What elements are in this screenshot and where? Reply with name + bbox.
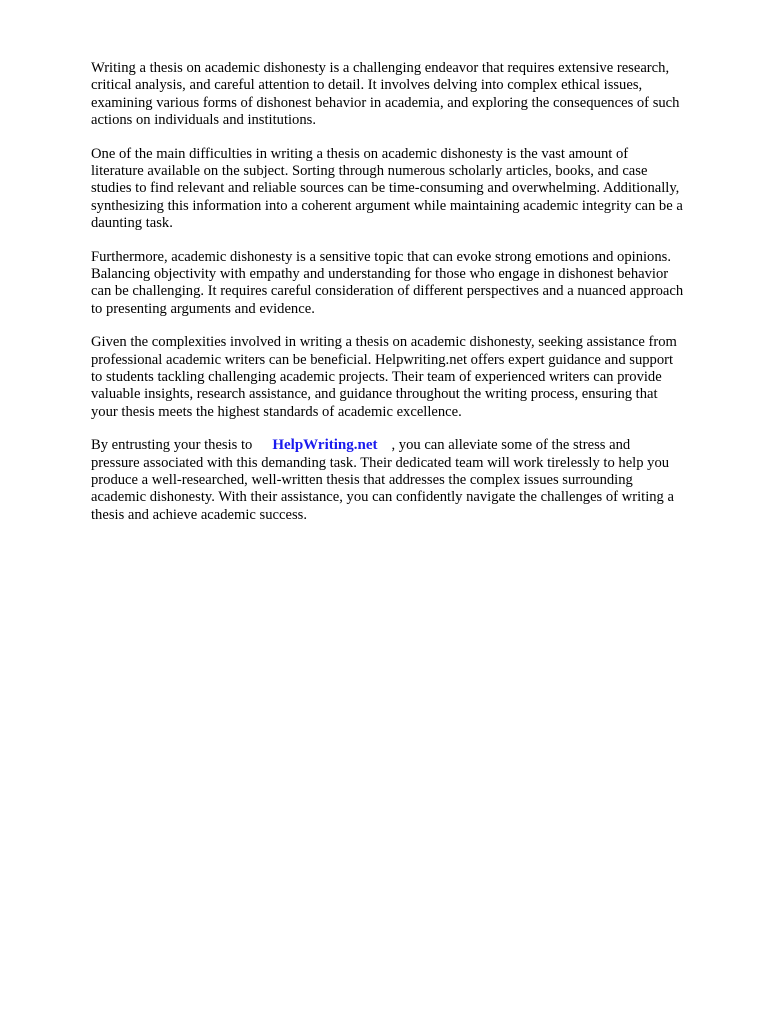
document-body [91, 60, 731, 540]
text-line: academic dishonesty. With their assistance, you can confidently navigate the challenges of writing a [91, 489, 674, 506]
text-line: pressure associated with this demanding task. Their dedicated team will work tirelessly to help you [91, 454, 670, 471]
text-after-link: , you can alleviate some of the stress and [391, 437, 631, 454]
paragraph-4 [91, 334, 731, 420]
text-line: critical analysis, and careful attention to detail. It involves delving into complex ethical issues, [91, 77, 643, 94]
text-line: to students tackling challenging academic projects. Their team of experienced writers can provide [91, 368, 662, 385]
text-before-link: By entrusting your thesis to [91, 437, 253, 454]
text-line: professional academic writers can be beneficial. Helpwriting.net offers expert guidance and support [91, 351, 674, 368]
text-line: can be challenging. It requires careful consideration of different perspectives and a nuanced approach [91, 283, 684, 300]
text-line: produce a well-researched, well-written thesis that addresses the complex issues surrounding [91, 471, 633, 488]
text-line: examining various forms of dishonest behavior in academia, and exploring the consequences of such [91, 94, 680, 111]
text-line: Furthermore, academic dishonesty is a sensitive topic that can evoke strong emotions and opinions. [91, 248, 671, 265]
text-line: your thesis meets the highest standards of academic excellence. [91, 403, 462, 420]
paragraph-5 [91, 437, 731, 523]
text-line: valuable insights, research assistance, and guidance throughout the writing process, ensuring that [91, 386, 658, 403]
text-line: synthesizing this information into a coherent argument while maintaining academic integrity can be a [91, 197, 683, 214]
text-line: Writing a thesis on academic dishonesty is a challenging endeavor that requires extensive research, [91, 60, 670, 76]
text-line: One of the main difficulties in writing a thesis on academic dishonesty is the vast amount of [91, 145, 629, 162]
paragraph-1 [91, 60, 731, 129]
text-line: daunting task. [91, 214, 173, 231]
text-line: thesis and achieve academic success. [91, 506, 307, 523]
helpwriting-link[interactable]: HelpWriting.net [272, 437, 378, 454]
link-line [91, 437, 731, 454]
text-line: actions on individuals and institutions. [91, 111, 316, 128]
text-line: studies to find relevant and reliable sources can be time-consuming and overwhelming. Additionally, [91, 180, 680, 197]
text-line: Given the complexities involved in writing a thesis on academic dishonesty, seeking assistance from [91, 334, 677, 351]
paragraph-3 [91, 249, 731, 318]
paragraph-2 [91, 146, 731, 232]
text-line: Balancing objectivity with empathy and understanding for those who engage in dishonest behavior [91, 265, 669, 282]
text-line: literature available on the subject. Sorting through numerous scholarly articles, books, and case [91, 162, 648, 179]
text-line: to presenting arguments and evidence. [91, 300, 315, 317]
